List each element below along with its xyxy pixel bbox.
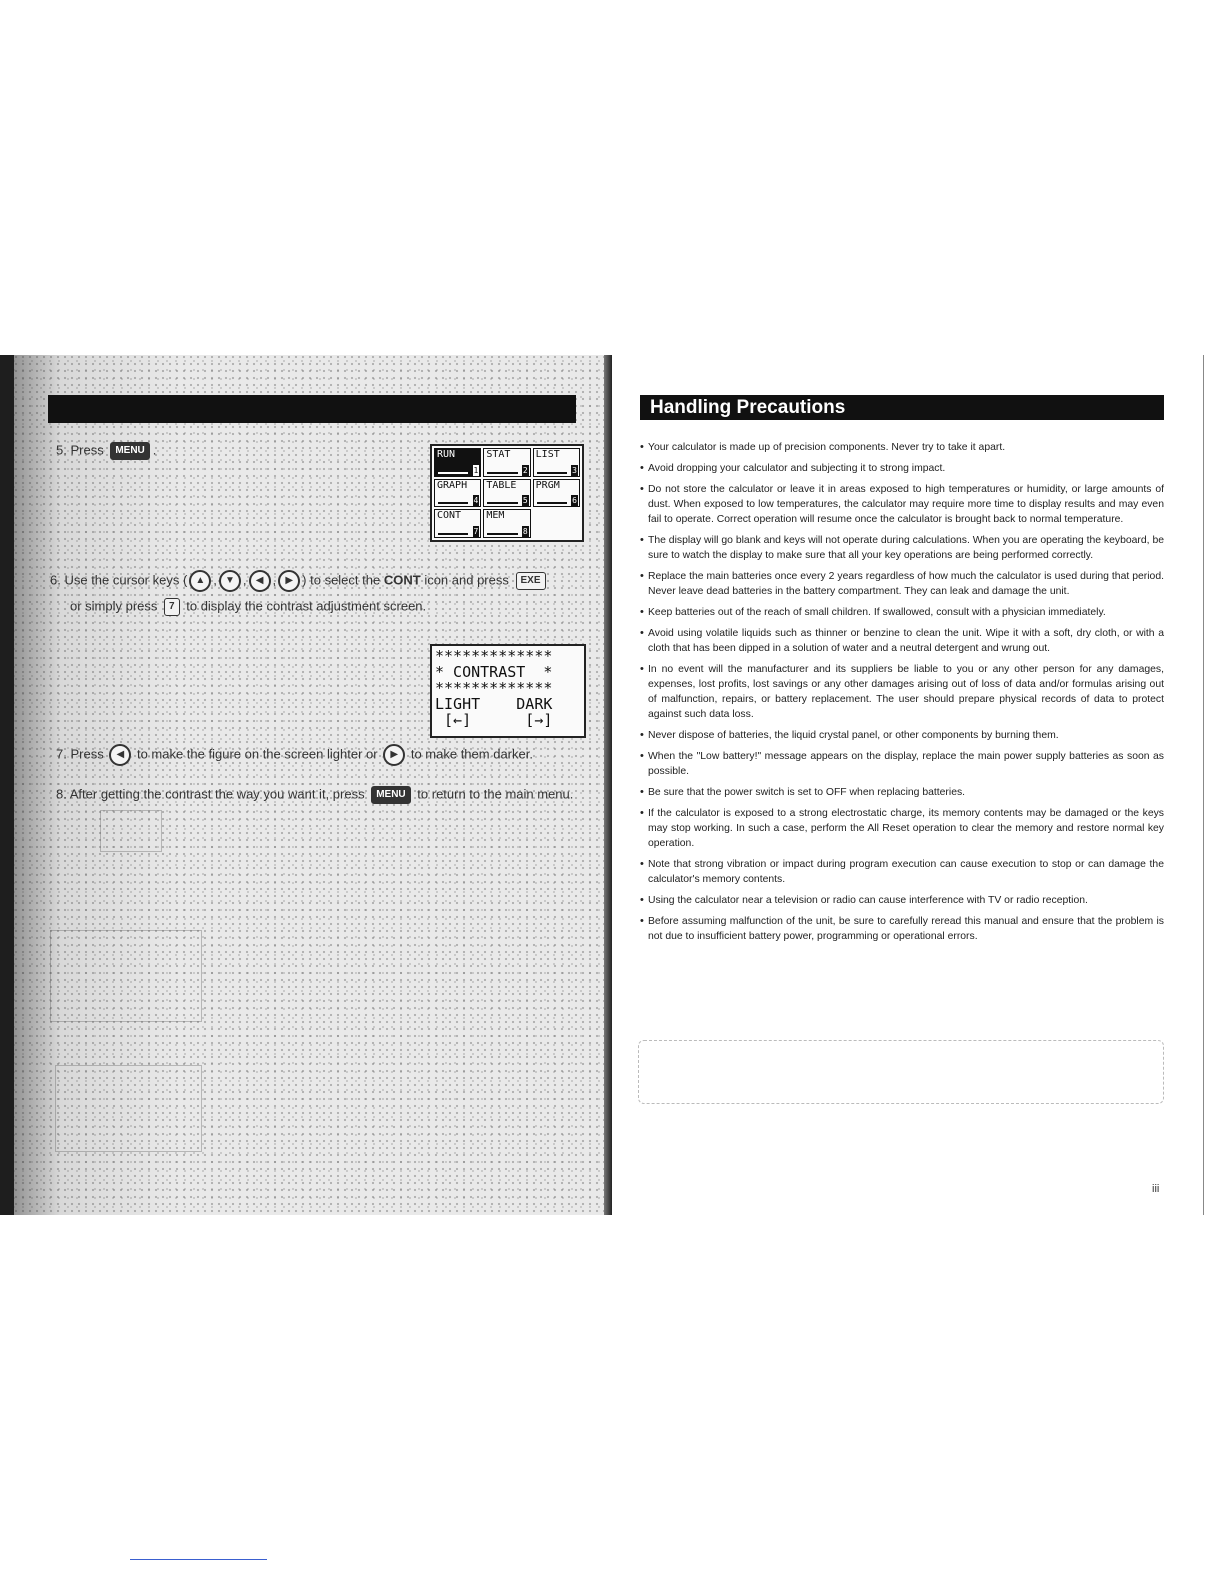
step-number: 7.: [56, 746, 67, 762]
list-item: • In no event will the manufacturer and its suppliers be liable to you or any other person for any damages, expenses, lost profits, lost savings or any other damages arising out of loss of data and/or formulas arising out of malfunction, repairs, or battery replacement. The user should prepare physical records of data to protect against such data loss.: [640, 662, 1164, 722]
step-text: or simply press: [70, 598, 158, 614]
cursor-left-key-icon: ◀: [109, 744, 131, 766]
list-item: • Your calculator is made up of precision components. Never try to take it apart.: [640, 440, 1164, 455]
list-item: • Avoid dropping your calculator and subjecting it to strong impact.: [640, 461, 1164, 476]
right-page-edge: [1203, 355, 1204, 1215]
lcd-line: * CONTRAST *: [435, 663, 553, 681]
bleed-through-key: [100, 810, 162, 852]
menu-icon-run: RUN 1: [434, 448, 481, 477]
list-item: • When the "Low battery!" message appears on the display, replace the main power supply batteries as soon as possible.: [640, 749, 1164, 779]
menu-icon-cont: CONT 7: [434, 509, 481, 538]
list-item: • If the calculator is exposed to a strong electrostatic charge, its memory contents may be damaged or the keys may stop working. In such a case, perform the All Reset operation to clear the memory and restore normal key operation.: [640, 806, 1164, 851]
left-page-edge: [604, 355, 612, 1215]
list-item: • Never dispose of batteries, the liquid crystal panel, or other components by burning them.: [640, 728, 1164, 743]
step-number: 6.: [50, 572, 61, 588]
lcd-line: *************: [435, 647, 553, 665]
list-item: • Keep batteries out of the reach of small children. If swallowed, consult with a physician immediately.: [640, 605, 1164, 620]
cursor-down-key-icon: ▼: [219, 570, 241, 592]
page-number: iii: [1152, 1183, 1160, 1195]
contrast-screen: [430, 644, 586, 738]
exe-key: EXE: [516, 572, 546, 590]
left-header-bar: [48, 395, 576, 423]
step-text: Press: [70, 746, 104, 762]
list-item: • Do not store the calculator or leave it in areas exposed to high temperatures or humidity, or large amounts of dust. When exposed to low temperatures, the calculator may require more time to display results and may even fail to operate. Correct operation will resume once the calculator is brought back to normal temperature.: [640, 482, 1164, 527]
list-item: • Avoid using volatile liquids such as thinner or benzine to clean the unit. Wipe it with a soft, dry cloth, or with a cloth that has been dipped in a solution of water and a neutral detergent and wrung out.: [640, 626, 1164, 656]
lcd-line: [←] [→]: [435, 711, 553, 729]
footer-underline: [130, 1559, 267, 1560]
step-number: 5.: [56, 442, 67, 458]
left-page-spine: [0, 355, 14, 1215]
precautions-list: [640, 440, 1164, 950]
list-item: • Be sure that the power switch is set to OFF when replacing batteries.: [640, 785, 1164, 800]
list-item: • Note that strong vibration or impact during program execution can cause execution to stop or can damage the calculator's memory contents.: [640, 857, 1164, 887]
lcd-line: *************: [435, 679, 553, 697]
step-text: .: [152, 442, 157, 458]
bleed-through-screen: [50, 930, 202, 1022]
menu-icon-empty: [533, 509, 580, 538]
step-5: [56, 442, 156, 460]
cursor-right-key-icon: ▶: [383, 744, 405, 766]
cursor-left-key-icon: ◀: [249, 570, 271, 592]
menu-icon-mem: MEM 8: [483, 509, 530, 538]
list-item: • Before assuming malfunction of the unit, be sure to carefully reread this manual and ensure that the problem is not due to insufficient battery power, programming or operational errors.: [640, 914, 1164, 944]
bleed-through-screen: [55, 1065, 202, 1152]
menu-icon-prgm: PRGM 6: [533, 479, 580, 508]
cont-icon-name: CONT: [383, 572, 421, 588]
step-text: Use the cursor keys (: [64, 572, 188, 588]
step-text: to make them darker.: [410, 746, 533, 762]
menu-icon-graph: GRAPH 4: [434, 479, 481, 508]
step-text: After getting the contrast the way you want it, press: [69, 786, 365, 802]
step-6-line-1: 6. Use the cursor keys ( ▲ , ▼ , ◀ , ▶ ) to select the CONT icon and press EXE: [50, 570, 549, 592]
step-7: [56, 744, 533, 766]
number-7-key: 7: [164, 598, 180, 616]
step-text: to return to the main menu.: [417, 786, 574, 802]
faded-notice-box: [638, 1040, 1164, 1104]
menu-icon-stat: STAT 2: [483, 448, 530, 477]
cursor-up-key-icon: ▲: [189, 570, 211, 592]
step-text: icon and press: [424, 572, 509, 588]
menu-key: MENU: [371, 786, 410, 804]
list-item: • Using the calculator near a television or radio can cause interference with TV or radio reception.: [640, 893, 1164, 908]
list-item: • Replace the main batteries once every 2 years regardless of how much the calculator is used during that period. Never leave dead batteries in the battery compartment. They can leak and damage the unit.: [640, 569, 1164, 599]
menu-icon-list: LIST 3: [533, 448, 580, 477]
step-8: [56, 786, 573, 804]
step-number: 8.: [56, 786, 67, 802]
lcd-line: LIGHT DARK: [435, 695, 553, 713]
step-text: to display the contrast adjustment screen.: [186, 598, 427, 614]
cursor-right-key-icon: ▶: [278, 570, 300, 592]
page-title: Handling Precautions: [640, 395, 1164, 420]
main-menu-screen: [430, 444, 584, 542]
list-item: • The display will go blank and keys will not operate during calculations. When you are operating the keyboard, be sure to watch the display to make sure that all your key operations are being performed correctly.: [640, 533, 1164, 563]
step-text: to make the figure on the screen lighter or: [136, 746, 378, 762]
step-text: Press: [70, 442, 104, 458]
step-6-line-2: [70, 598, 426, 616]
step-text: ) to select the: [302, 572, 381, 588]
menu-icon-table: TABLE 5: [483, 479, 530, 508]
menu-key: MENU: [110, 442, 149, 460]
